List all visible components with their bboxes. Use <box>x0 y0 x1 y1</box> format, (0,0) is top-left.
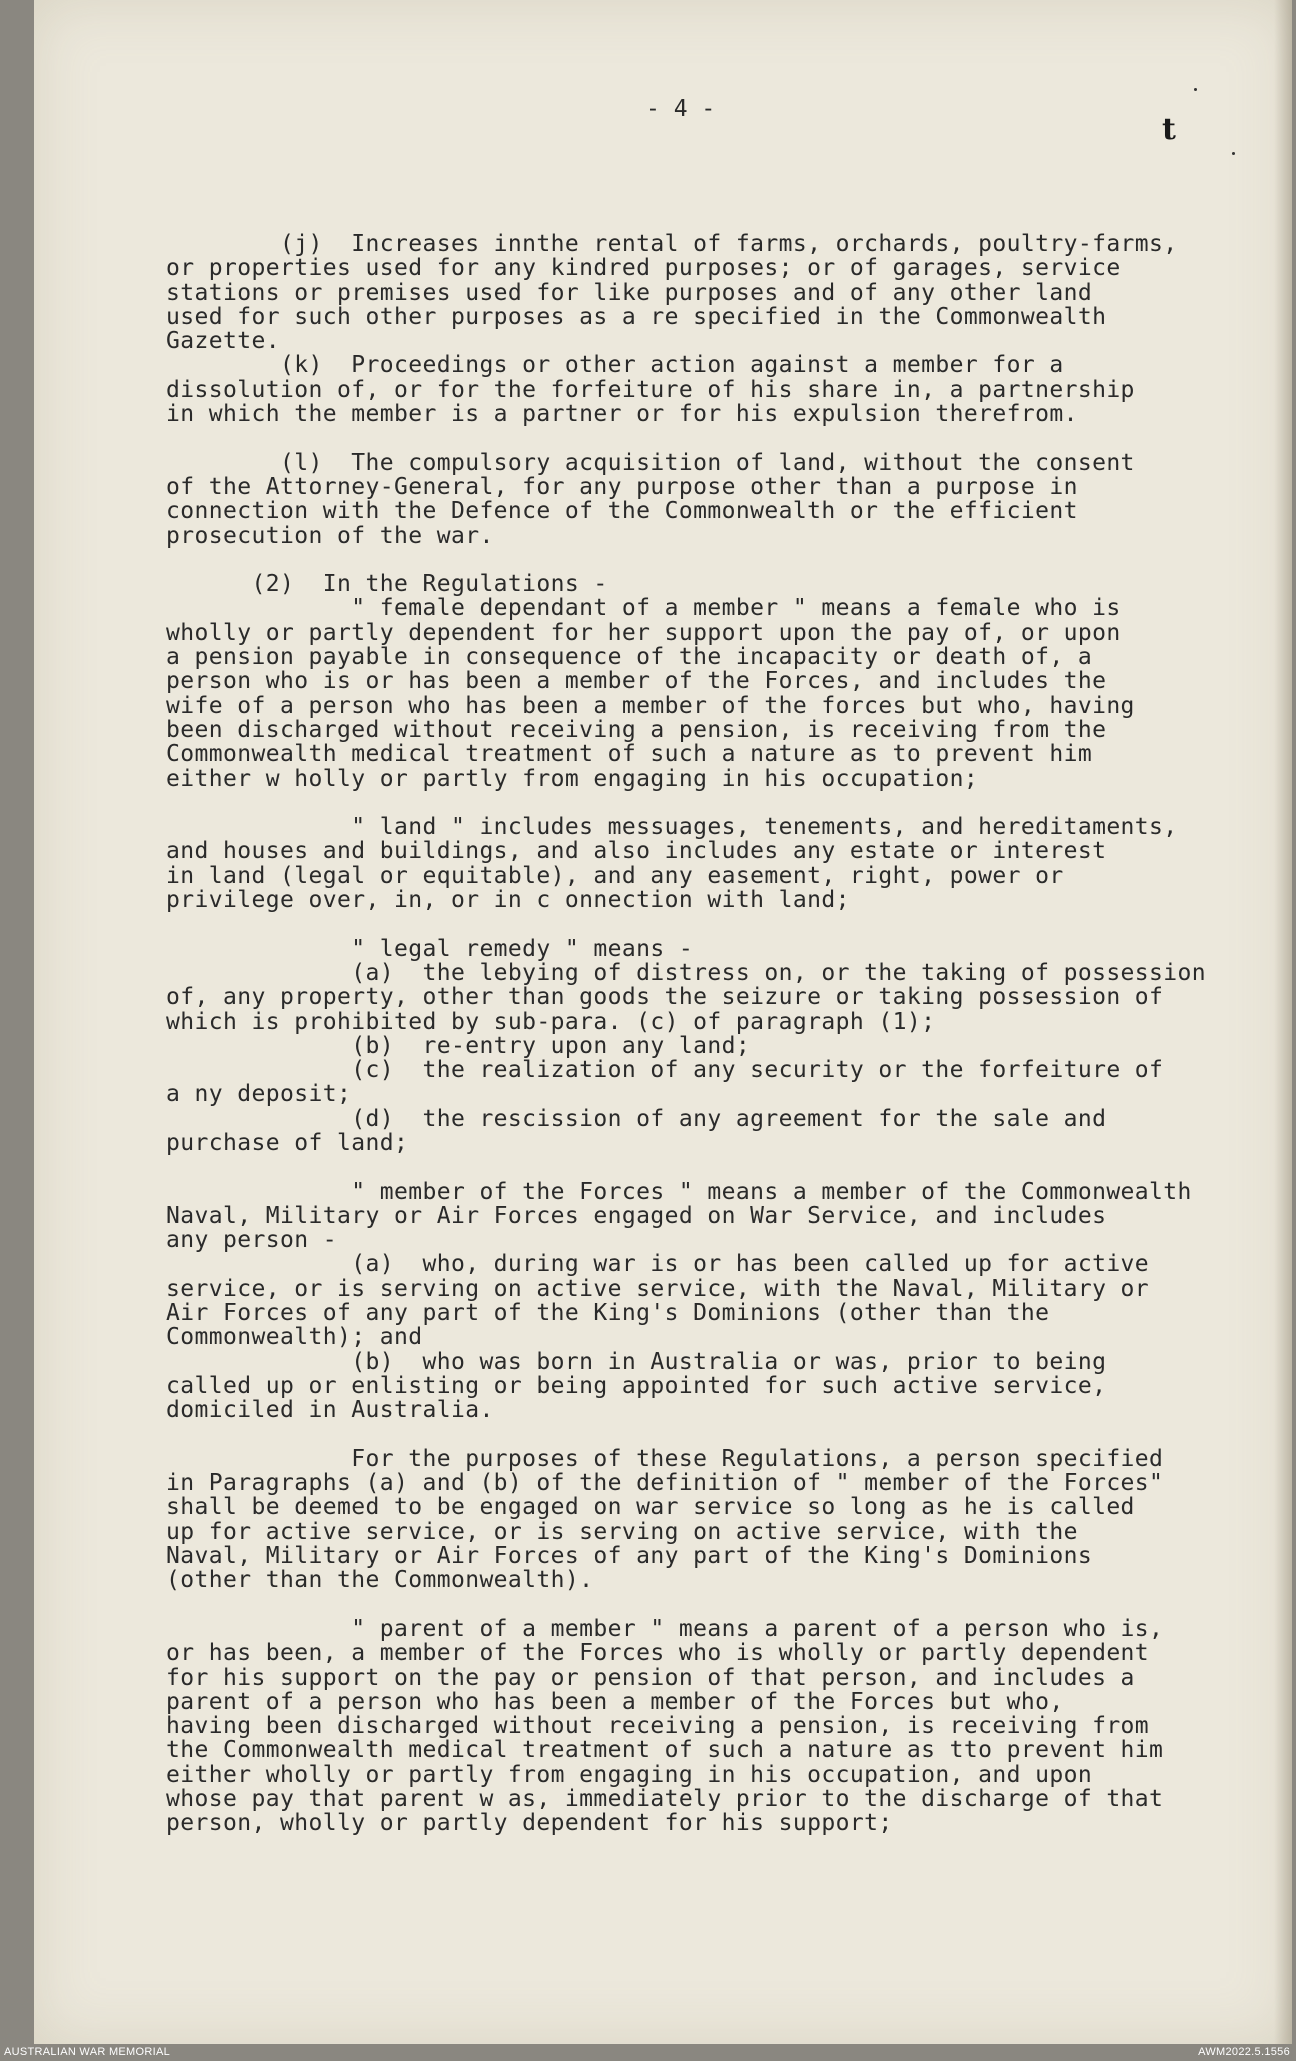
handwritten-mark: t <box>1162 112 1176 147</box>
page-number: - 4 - <box>646 96 716 122</box>
body-text: (j) Increases innthe rental of farms, orchards, poultry-farms, or properties used for any kindred purposes; or of garages, service stations or premises used for like purposes and of any other land used for such other purposes as a re specified in the Commonwealth Gazette. (k) Proceedings or other action against a member for a dissolution of, or for the forfeiture of his share in, a partnership in which the member is a partner or for his expulsion therefrom. (l) The compulsory acquisition of land, without the consent of the Attorney-General, for any purpose other than a purpose in connection with the Defence of the Commonwealth or the efficient prosecution of the war. (2) In the Regulations - " female dependant of a member " means a female who is wholly or partly dependent for her support upon the pay of, or upon a pension payable in consequence of the incapacity or death of, a person who is or has been a member of the Forces, and includes the wife of a person who has been a member of the forces but who, having been discharged without receiving a pension, is receiving from the Commonwealth medical treatment of such a nature as to prevent him either w holly or partly from engaging in his occupation; " land " includes messuages, tenements, and hereditaments, and houses and buildings, and also includes any estate or interest in land (legal or equitable), and any easement, right, power or privilege over, in, or in c onnection with land; " legal remedy " means - (a) the lebying of distress on, or the taking of possession of, any property, other than goods the seizure or taking possession of which is prohibited by sub-para. (c) of paragraph (1); (b) re-entry upon any land; (c) the realization of any security or the forfeiture of a ny deposit; (d) the rescission of any agreement for the sale and purchase of land; " member of the Forces " means a member of the Commonwealth Naval, Military or Air Forces engaged on War Service, and includes any person - (a) who, during war is or has been called up for active service, or is serving on active service, with the Naval, Military or Air Forces of any part of the King's Dominions (other than the Commonwealth); and (b) who was born in Australia or was, prior to being called up or enlisting or being appointed for such active service, domiciled in Australia. For the purposes of these Regulations, a person specified in Paragraphs (a) and (b) of the definition of " member of the Forces" shall be deemed to be engaged on war service so long as he is called up for active service, or is serving on active service, with the Naval, Military or Air Forces of any part of the King's Dominions (other than the Commonwealth). " parent of a member " means a parent of a person who is, or has been, a member of the Forces who is wholly or partly dependent for his support on the pay or pension of that person, and includes a parent of a person who has been a member of the Forces but who, having been discharged without receiving a pension, is receiving from the Commonwealth medical treatment of such a nature as tto prevent him either wholly or partly from engaging in his occupation, and upon whose pay that parent w as, immediately prior to the discharge of that person, wholly or partly dependent for his support; <box>166 231 1207 1837</box>
ink-speck <box>1232 152 1235 155</box>
footer-accession-number: AWM2022.5.1556 <box>1198 2046 1290 2058</box>
document-page <box>34 0 1292 2044</box>
ink-speck <box>1194 88 1197 91</box>
footer-archive-name: AUSTRALIAN WAR MEMORIAL <box>4 2046 171 2058</box>
